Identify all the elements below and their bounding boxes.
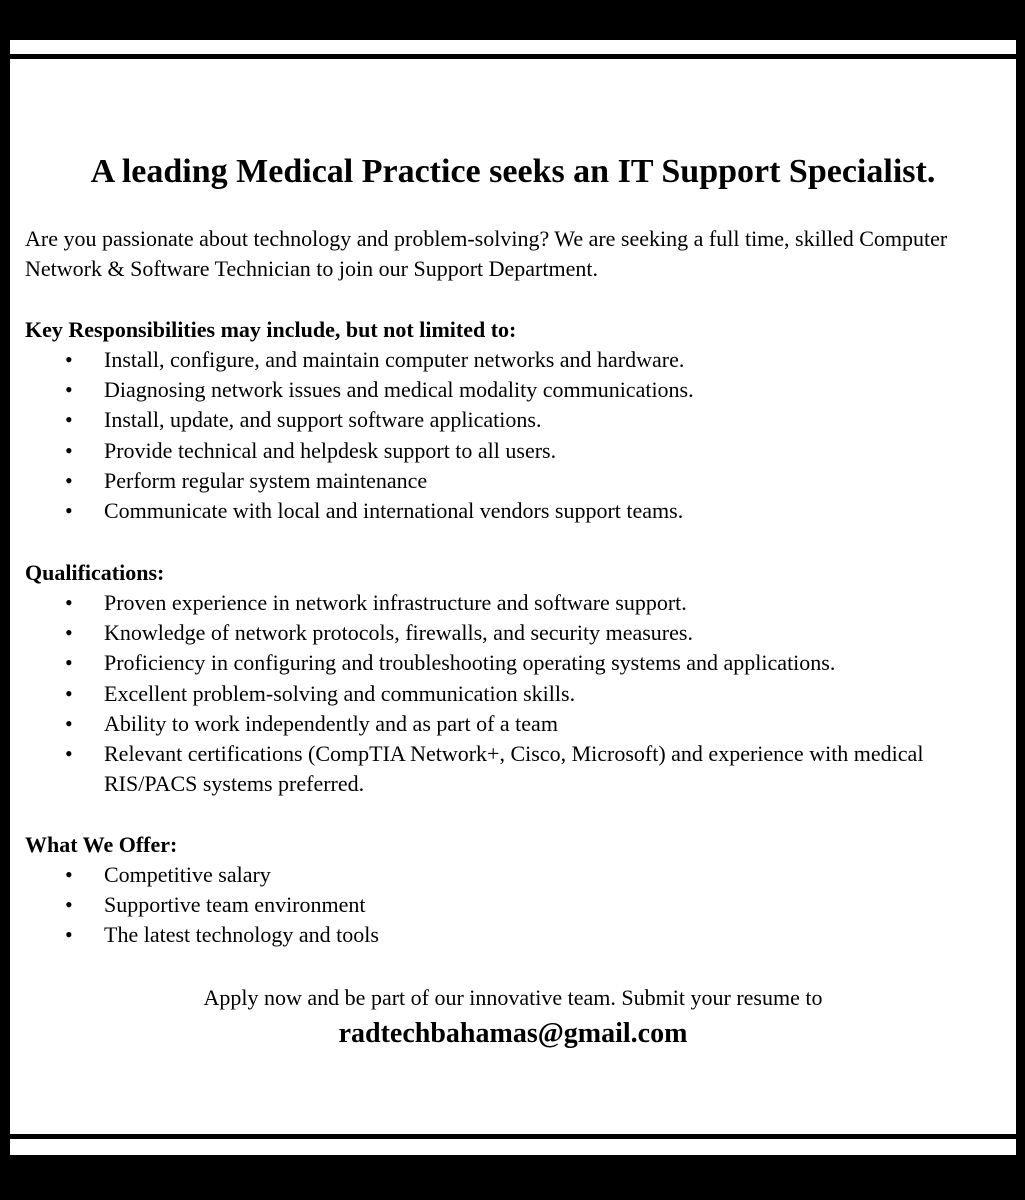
bottom-border-strip bbox=[10, 1139, 1016, 1155]
list-item bbox=[10, 739, 1010, 799]
bullet-icon: • bbox=[65, 680, 73, 706]
responsibilities-list bbox=[10, 345, 1010, 526]
top-border-strip bbox=[10, 40, 1016, 54]
bullet-icon: • bbox=[65, 710, 73, 736]
list-item-text: Provide technical and helpdesk support to all users. bbox=[104, 437, 557, 463]
list-item-text: Install, update, and support software applications. bbox=[104, 407, 542, 433]
list-item bbox=[10, 405, 1010, 435]
list-item-text: Communicate with local and international vendors support teams. bbox=[104, 498, 684, 524]
bullet-icon: • bbox=[65, 922, 73, 948]
list-item-text: Supportive team environment bbox=[104, 892, 366, 918]
list-item bbox=[10, 920, 1010, 950]
qualifications-list bbox=[10, 588, 1010, 799]
bullet-icon: • bbox=[65, 498, 73, 524]
offer-heading: What We Offer: bbox=[25, 832, 178, 857]
apply-instructions: Apply now and be part of our innovative team. Submit your resume to bbox=[203, 985, 823, 1010]
list-item-text: Competitive salary bbox=[104, 862, 271, 887]
bullet-icon: • bbox=[65, 407, 73, 433]
bullet-icon: • bbox=[65, 347, 73, 372]
list-item bbox=[10, 588, 1010, 618]
list-item-text: Excellent problem-solving and communication skills. bbox=[104, 680, 576, 706]
qualifications-heading: Qualifications: bbox=[25, 560, 165, 585]
list-item-text: Diagnosing network issues and medical modality communications. bbox=[104, 377, 694, 403]
bullet-icon: • bbox=[65, 892, 73, 918]
list-item-text: Relevant certifications (CompTIA Network+, Cisco, Microsoft) and experience with medical RIS/PACS systems preferred. bbox=[104, 741, 924, 797]
list-item bbox=[10, 709, 1010, 739]
list-item bbox=[10, 890, 1010, 920]
list-item bbox=[10, 648, 1010, 678]
list-item bbox=[10, 496, 1010, 526]
bullet-icon: • bbox=[65, 377, 73, 403]
list-item bbox=[10, 618, 1010, 648]
bullet-icon: • bbox=[65, 467, 73, 493]
responsibilities-heading: Key Responsibilities may include, but not limited to: bbox=[25, 317, 517, 342]
job-ad-page bbox=[10, 59, 1016, 1134]
list-item-text: The latest technology and tools bbox=[104, 922, 379, 948]
list-item-text: Proficiency in configuring and troubleshooting operating systems and applications. bbox=[104, 650, 836, 676]
bullet-icon: • bbox=[65, 437, 73, 463]
intro-paragraph: Are you passionate about technology and problem-solving? We are seeking a full time, skilled Computer Network & Software Technician to join our Support Department. bbox=[25, 226, 948, 281]
bullet-icon: • bbox=[65, 650, 73, 676]
list-item bbox=[10, 345, 1010, 375]
list-item-text: Perform regular system maintenance bbox=[104, 467, 428, 493]
list-item bbox=[10, 860, 1010, 890]
bullet-icon: • bbox=[65, 741, 73, 767]
list-item-text: Proven experience in network infrastructure and software support. bbox=[104, 590, 687, 615]
list-item-text: Knowledge of network protocols, firewalls, and security measures. bbox=[104, 620, 693, 646]
list-item bbox=[10, 436, 1010, 466]
list-item-text: Ability to work independently and as part of a team bbox=[104, 710, 558, 736]
bullet-icon: • bbox=[65, 862, 73, 887]
job-title-heading: A leading Medical Practice seeks an IT Support Specialist. bbox=[90, 153, 936, 190]
list-item bbox=[10, 466, 1010, 496]
list-item bbox=[10, 375, 1010, 405]
contact-email: radtechbahamas@gmail.com bbox=[338, 1018, 688, 1049]
list-item-text: Install, configure, and maintain computer networks and hardware. bbox=[104, 347, 685, 372]
list-item bbox=[10, 679, 1010, 709]
offer-list bbox=[10, 860, 1010, 951]
bullet-icon: • bbox=[65, 590, 73, 615]
bullet-icon: • bbox=[65, 620, 73, 646]
